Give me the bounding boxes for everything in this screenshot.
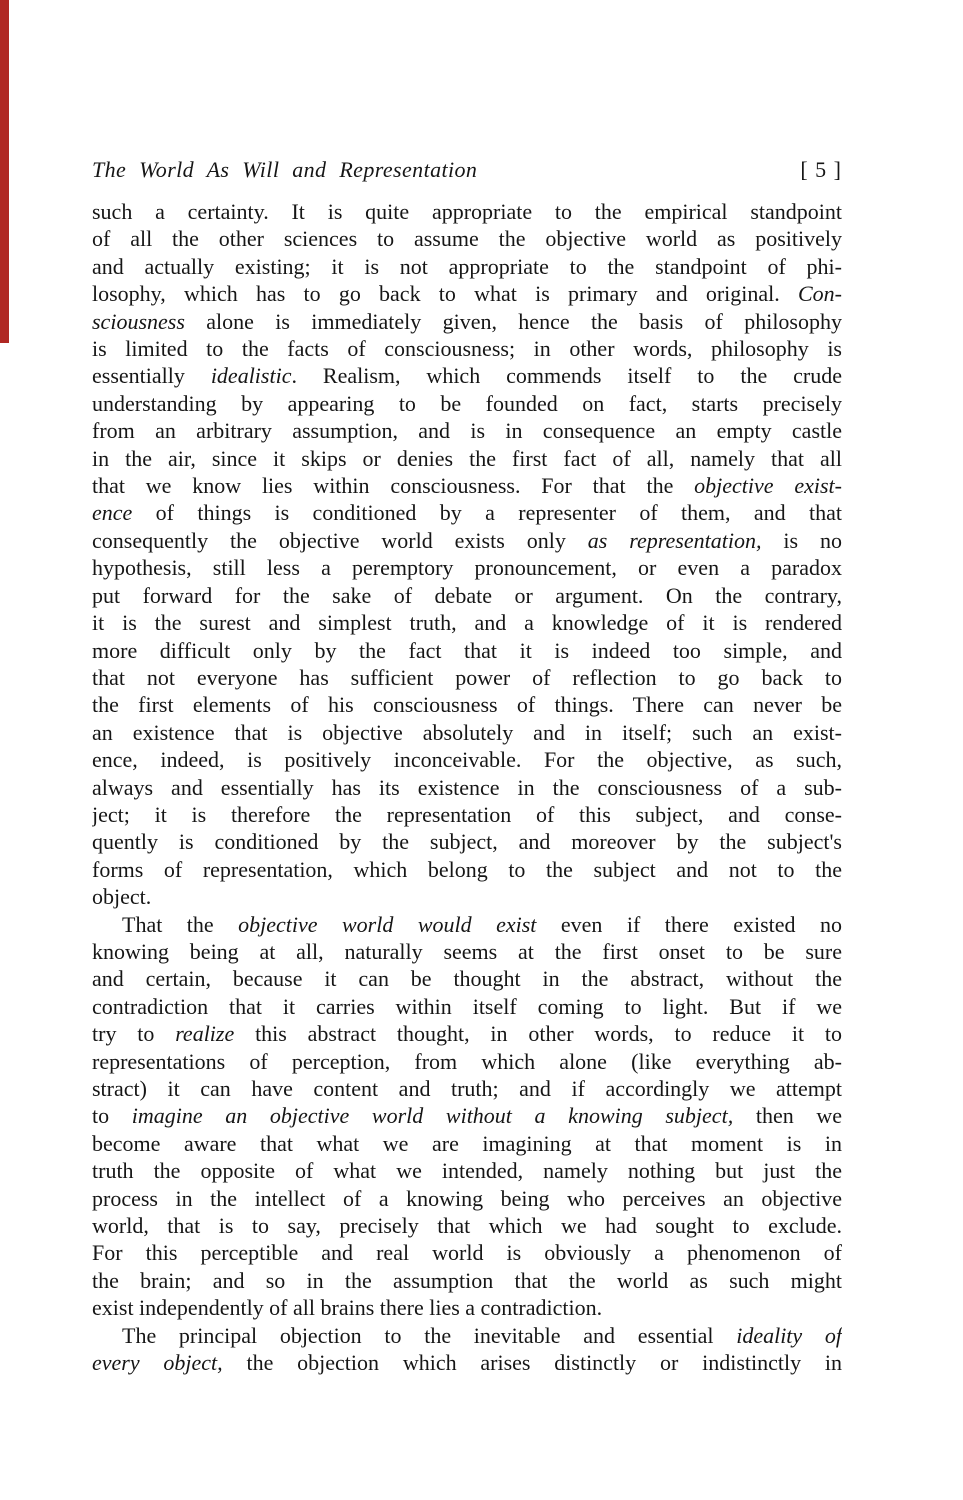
text-run: that we know lies within consciousness. For that the — [92, 473, 695, 499]
text-line — [92, 253, 842, 280]
text-line — [92, 225, 842, 252]
text-run: truth the opposite of what we intended, namely nothing but just the — [92, 1158, 842, 1184]
text-run: hypothesis, still less a peremptory pronouncement, or even a paradox — [92, 555, 842, 581]
text-line — [92, 719, 842, 746]
text-run: That the — [122, 911, 239, 937]
text-run: always and essentially has its existence in the consciousness of a sub- — [92, 774, 842, 800]
text-run: understanding by appearing to be founded on fact, starts precisely — [92, 390, 842, 416]
text-line — [92, 308, 842, 335]
text-run: of all the other sciences to assume the objective world as positively — [92, 226, 842, 252]
italic-text-run: realize — [175, 1021, 235, 1047]
text-line — [92, 1239, 842, 1266]
italic-text-run: imagine an objective world without a knowing subject, — [131, 1103, 734, 1129]
text-line — [92, 472, 842, 499]
text-run: representations of perception, from which alone (like everything ab- — [92, 1048, 842, 1074]
text-line — [92, 527, 842, 554]
running-header-title: The World As Will and Representation — [92, 157, 478, 182]
running-header — [92, 157, 842, 183]
text-line — [92, 746, 842, 773]
text-run: of things is conditioned by a representer of them, and that — [132, 500, 842, 526]
text-line — [92, 1075, 842, 1102]
text-run: forms of representation, which belong to the subject and not to the — [92, 856, 842, 882]
text-run: put forward for the sake of debate or argument. On the contrary, — [92, 582, 842, 608]
text-line — [92, 1130, 842, 1157]
text-line — [92, 911, 842, 938]
text-line — [92, 280, 842, 307]
italic-text-run: every object, — [92, 1350, 223, 1376]
text-line — [92, 637, 842, 664]
page-number: [ 5 ] — [800, 157, 842, 182]
text-run: losophy, which has to go back to what is primary and original. — [92, 281, 798, 307]
text-run: is no — [761, 527, 842, 553]
text-line — [92, 1048, 842, 1075]
text-run: For this perceptible and real world is obviously a phenomenon of — [92, 1240, 842, 1266]
text-run: become aware that what we are imagining at that moment is in — [92, 1130, 842, 1156]
text-run: more difficult only by the fact that it is indeed too simple, and — [92, 637, 842, 663]
text-line — [92, 938, 842, 965]
text-line — [92, 1185, 842, 1212]
text-line — [92, 445, 842, 472]
text-line — [92, 691, 842, 718]
text-line — [92, 1020, 842, 1047]
text-line — [92, 1267, 842, 1294]
text-run: essentially — [92, 363, 211, 389]
text-run: that not everyone has sufficient power of reflection to go back to — [92, 664, 842, 690]
text-line — [92, 362, 842, 389]
text-run: even if there existed no — [536, 911, 842, 937]
text-line — [92, 1294, 842, 1321]
italic-text-run: sciousness — [92, 308, 185, 334]
text-line — [92, 965, 842, 992]
text-run: contradiction that it carries within itself coming to light. But if we — [92, 993, 842, 1019]
text-line — [92, 993, 842, 1020]
text-run: it is the surest and simplest truth, and a knowledge of it is rendered — [92, 610, 842, 636]
text-line — [92, 856, 842, 883]
text-run: such a certainty. It is quite appropriate to the empirical standpoint — [92, 199, 842, 224]
text-run: consequently the objective world exists only — [92, 527, 588, 553]
text-line — [92, 582, 842, 609]
text-run: . Realism, which commends itself to the crude — [291, 363, 842, 389]
text-run: from an arbitrary assumption, and is in consequence an empty castle — [92, 418, 842, 444]
text-line — [92, 774, 842, 801]
text-line — [92, 1102, 842, 1129]
italic-text-run: as representation, — [587, 527, 762, 553]
text-run: the first elements of his consciousness of things. There can never be — [92, 692, 842, 718]
text-line — [92, 828, 842, 855]
text-line — [92, 417, 842, 444]
text-run: the objection which arises distinctly or indistinctly in — [222, 1350, 842, 1376]
text-run: quently is conditioned by the subject, and moreover by the subject's — [92, 829, 842, 855]
italic-text-run: ence — [92, 500, 133, 526]
italic-text-run: objective exist- — [694, 473, 842, 499]
italic-text-run: idealistic — [210, 363, 292, 389]
italic-text-run: ideality of — [736, 1322, 842, 1348]
text-run: an existence that is objective absolutely and in itself; such an exist- — [92, 719, 842, 745]
text-line — [92, 499, 842, 526]
text-run: process in the intellect of a knowing being who perceives an objective — [92, 1185, 842, 1211]
text-line — [92, 554, 842, 581]
text-run: is limited to the facts of consciousness; in other words, philosophy is — [92, 336, 842, 362]
text-run: this abstract thought, in other words, to reduce it to — [234, 1021, 842, 1047]
text-line — [92, 801, 842, 828]
text-run: object. — [92, 884, 152, 910]
text-run: try to — [92, 1021, 176, 1047]
text-run: ject; it is therefore the representation of this subject, and conse- — [92, 801, 842, 827]
text-run: knowing being at all, naturally seems at the first onset to be sure — [92, 938, 842, 964]
text-run: the brain; and so in the assumption that the world as such might — [92, 1267, 842, 1293]
text-run: exist independently of all brains there lies a contradiction. — [92, 1295, 603, 1321]
text-run: ence, indeed, is positively inconceivable. For the objective, as such, — [92, 747, 842, 773]
text-run: to — [92, 1103, 132, 1129]
text-run: alone is immediately given, hence the basis of philosophy — [184, 308, 842, 334]
text-line — [92, 883, 842, 910]
text-run: and certain, because it can be thought in the abstract, without the — [92, 966, 842, 992]
text-line — [92, 1157, 842, 1184]
text-line — [92, 1212, 842, 1239]
red-edge-strip — [0, 0, 9, 343]
text-line — [92, 198, 842, 225]
text-run: The principal objection to the inevitable and essential — [122, 1322, 737, 1348]
text-line — [92, 1322, 842, 1349]
text-line — [92, 609, 842, 636]
text-run: then we — [733, 1103, 842, 1129]
text-line — [92, 664, 842, 691]
text-run: stract) it can have content and truth; and if accordingly we attempt — [92, 1076, 842, 1101]
text-line — [92, 1349, 842, 1376]
text-run: world, that is to say, precisely that which we had sought to exclude. — [92, 1213, 842, 1239]
text-run: and actually existing; it is not appropriate to the standpoint of phi- — [92, 253, 842, 279]
page-body — [92, 198, 842, 1376]
text-block — [92, 157, 842, 1376]
italic-text-run: objective world would exist — [238, 911, 537, 937]
text-line — [92, 390, 842, 417]
text-line — [92, 335, 842, 362]
text-run: in the air, since it skips or denies the first fact of all, namely that all — [92, 445, 842, 471]
italic-text-run: Con- — [798, 281, 842, 307]
